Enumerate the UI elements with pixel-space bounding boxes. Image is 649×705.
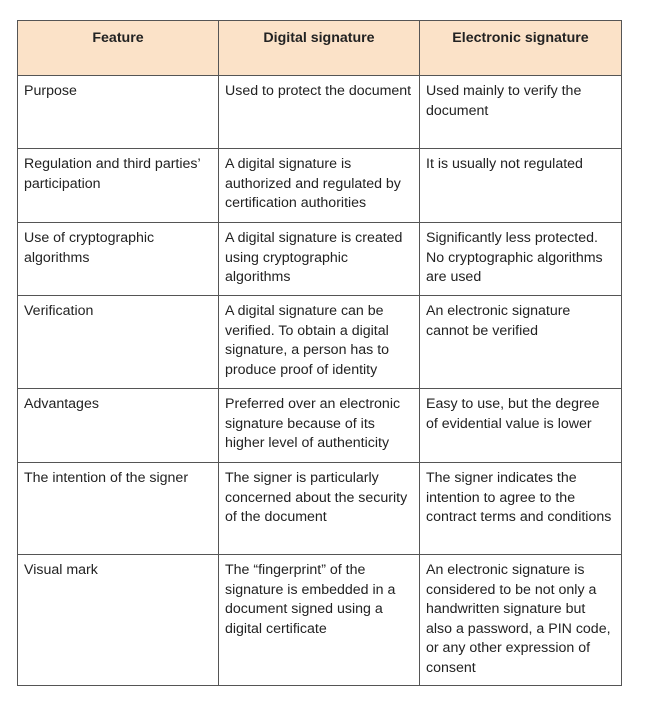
header-feature: Feature [18,21,219,76]
feature-cell: Advantages [18,389,219,463]
table-row [18,149,622,223]
digital-signature-cell: A digital signature is created using cryptographic algorithms [219,223,420,296]
table-row [18,555,622,686]
digital-signature-cell: Preferred over an electronic signature because of its higher level of authenticity [219,389,420,463]
table-row [18,389,622,463]
table-row [18,463,622,555]
feature-cell: The intention of the signer [18,463,219,555]
header-electronic-signature: Electronic signature [420,21,622,76]
electronic-signature-cell: Significantly less protected. No cryptographic algorithms are used [420,223,622,296]
electronic-signature-cell: An electronic signature cannot be verified [420,296,622,389]
table-row [18,223,622,296]
header-digital-signature: Digital signature [219,21,420,76]
table-row [18,76,622,149]
digital-signature-cell: A digital signature is authorized and regulated by certification authorities [219,149,420,223]
digital-signature-cell: Used to protect the document [219,76,420,149]
digital-signature-cell: The “fingerprint” of the signature is embedded in a document signed using a digital certificate [219,555,420,686]
feature-cell: Visual mark [18,555,219,686]
electronic-signature-cell: Easy to use, but the degree of evidential value is lower [420,389,622,463]
feature-cell: Verification [18,296,219,389]
comparison-table [17,20,622,686]
electronic-signature-cell: The signer indicates the intention to agree to the contract terms and conditions [420,463,622,555]
table-row [18,296,622,389]
feature-cell: Purpose [18,76,219,149]
digital-signature-cell: A digital signature can be verified. To obtain a digital signature, a person has to produce proof of identity [219,296,420,389]
table-header-row [18,21,622,76]
electronic-signature-cell: Used mainly to verify the document [420,76,622,149]
feature-cell: Use of cryptographic algorithms [18,223,219,296]
electronic-signature-cell: It is usually not regulated [420,149,622,223]
digital-signature-cell: The signer is particularly concerned about the security of the document [219,463,420,555]
electronic-signature-cell: An electronic signature is considered to be not only a handwritten signature but also a password, a PIN code, or any other expression of consent [420,555,622,686]
feature-cell: Regulation and third parties’ participation [18,149,219,223]
